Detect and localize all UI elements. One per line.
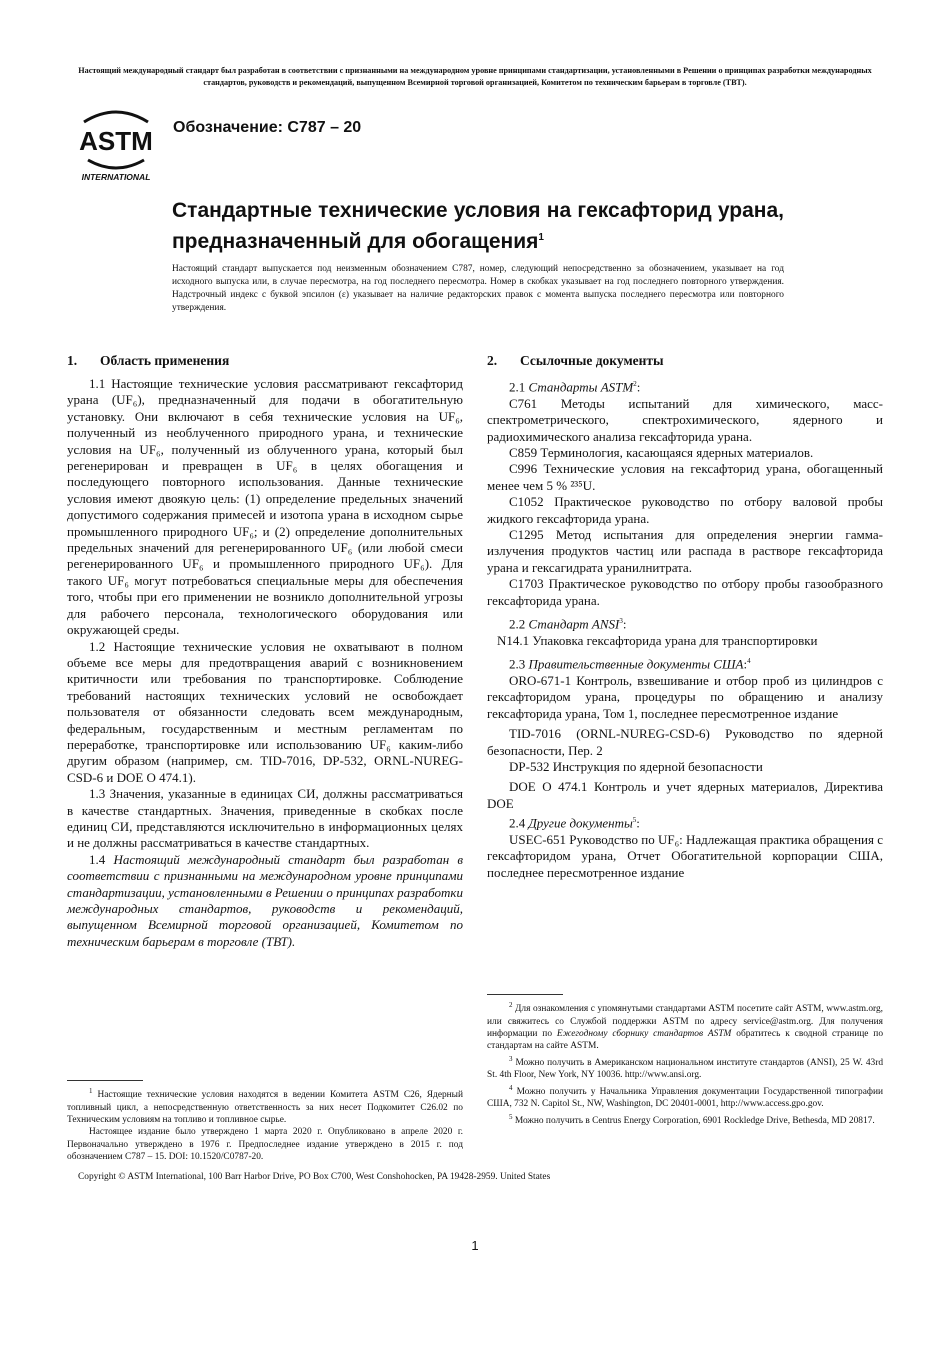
reference-c1052: C1052 Практическое руководство по отбору валовой пробы жидкого гексафторида урана.: [487, 494, 883, 526]
footnote-3: [487, 1053, 883, 1082]
reference-c1703: C1703 Практическое руководство по отбору пробы газообразного гексафторида урана.: [487, 576, 883, 608]
footnote-5: [487, 1111, 883, 1128]
footnote-4-text: Можно получить у Начальника Управления документации Государственной типографии США, 732 N. Capitol St., NW, Washington, DC 20401-0001, http://www.access.gpo.gov.: [487, 1086, 883, 1110]
footnote-2: [487, 999, 883, 1053]
subsection-2-4-number: 2.4: [509, 815, 526, 831]
paragraph-1-4-number: 1.4: [89, 851, 106, 867]
paragraph-1-4-text: Настоящий международный стандарт был разработан в соответствии с признанными на международном уровне принципами стандартизации, установленными в Решении о принципах разработки международных стандартов, руководств и рекомендаций, выпущенном Всемирной торговой организацией, Комитетом по техническим барьерам в торговле (ТВТ).: [67, 851, 464, 949]
paragraph-1-4: [67, 852, 463, 950]
subsection-2-2: 2.2 Стандарт ANSI$^3$:: [509, 616, 627, 632]
footnote-divider: [67, 1080, 143, 1081]
footnote-ref-4: 4: [747, 657, 751, 666]
footnote-ref-3: 3: [619, 617, 623, 626]
reference-c859: C859 Терминология, касающаяся ядерных материалов.: [509, 444, 814, 460]
right-column: [487, 352, 883, 881]
title-text: Стандартные технические условия на гексафторид урана, предназначенный для обогащения: [172, 199, 784, 253]
footnotes-right: [487, 994, 883, 1127]
footnote-ref-5: 5: [632, 816, 637, 825]
footnote-1-number: 1: [89, 1087, 93, 1095]
issuance-statement: Настоящий стандарт выпускается под неизменным обозначением C787, номер, следующий непосредственно за обозначением, указывает на год исходного выпуска или, в случае пересмотра, на год последнего пересмотра. Номер в скобках указывает на год последнего повторного утверждения. Надстрочный индекс с буквой эпсилон (ε) указывает на наличие редакторских правок с момента выпуска последнего пересмотра или повторного утверждения.: [172, 264, 784, 313]
paragraph-1-3: 1.3 Значения, указанные в единицах СИ, должны рассматриваться в качестве стандартных. Значения, приведенные в скобках после единиц СИ, представляются исключительно в информационных целях и не должны рассматриваться в качестве стандартных.: [67, 786, 463, 851]
document-title: [172, 197, 784, 255]
subsection-2-2-number: 2.2: [509, 616, 526, 632]
section-1-heading: [67, 352, 463, 370]
footnotes-left: [67, 1080, 463, 1164]
title-footnote-ref: 1: [538, 232, 544, 243]
reference-n14-1: N14.1 Упаковка гексафторида урана для транспортировки: [497, 632, 818, 648]
reference-oro-671-1: ORO-671-1 Контроль, взвешивание и отбор проб из цилиндров с гексафторидом урана, процедуры по обращению и анализу гексафторида урана, Том 1, последнее пересмотренное издание: [487, 672, 883, 721]
section-2-title: Ссылочные документы: [520, 353, 664, 368]
designation: Обозначение: C787 – 20: [173, 119, 362, 136]
astm-logo-icon: [74, 110, 158, 182]
reference-dp-532: DP-532 Инструкция по ядерной безопасности: [509, 758, 763, 774]
ttb-notice: Настоящий международный стандарт был разработан в соответствии с признанными на международном уровне принципами стандартизации, установленными в Решении о принципах разработки международных стандартов, руководств и рекомендаций, выпущенном Всемирной торговой организацией, Комитетом по техническим барьерам в торговле (ТВТ).: [78, 66, 872, 87]
reference-tid-7016: TID-7016 (ORNL-NUREG-CSD-6) Руководство по ядерной безопасности, Пер. 2: [487, 726, 883, 758]
copyright: Copyright © ASTM International, 100 Barr Harbor Drive, PO Box C700, West Conshohocken, PA 19428-2959. United States: [78, 1172, 551, 1182]
footnote-2-text-a: Для ознакомления с упомянутыми стандартами ASTM посетите сайт ASTM, www.astm.org, или свяжитесь со Службой поддержки ASTM по адресу service@astm.org. Для получения информации по: [487, 1004, 883, 1039]
footnote-5-text: Можно получить в Centrus Energy Corporation, 6901 Rockledge Drive, Bethesda, MD 20817.: [514, 1115, 875, 1126]
footnote-3-number: 3: [509, 1054, 513, 1063]
paragraph-1-2: 1.2 Настоящие технические условия не охватывают в полном объеме все меры для предотвращения аварий с возникновением критичности или требования по транспортировке. Соблюдение требований настоящих технических условий не освобождает пользователя от обязанности следовать всем международным, федеральным, государственным и местным регламентам по переработке, транспортировке или использованию UF₆ каким-либо другим образом (например, см. TID-7016, DP-532, ORNL-NUREG-CSD-6 и DOE O 474.1).: [67, 638, 463, 785]
logo-international: INTERNATIONAL: [81, 172, 151, 182]
reference-c761: C761 Методы испытаний для химического, масс-спектрометрического, спектрохимического, ядерного и радиохимического анализа гексафторида урана.: [487, 395, 883, 444]
footnote-4: [487, 1082, 883, 1111]
footnote-5-number: 5: [509, 1112, 513, 1121]
section-2-number: 2.: [487, 353, 498, 368]
section-1-title: Область применения: [100, 353, 230, 368]
footnote-2-italic: Ежегодному сборнику стандартов ASTM: [556, 1028, 732, 1039]
footnote-ref-2: 2: [633, 380, 637, 388]
reference-c1295: C1295 Метод испытания для определения энергии гамма-излучения продуктов частиц или распада в растворе гексафторида урана и гексагидрата уранилнитрата.: [487, 526, 883, 575]
subsection-2-3: 2.3 Правительственные документы США:$^4$: [509, 656, 751, 672]
reference-usec-651: USEC-651 Руководство по UF₆: Надлежащая практика обращения с гексафторидом урана, Отчет Обогатительной корпорации США, последнее пересмотренное издание: [487, 831, 883, 880]
footnote-4-number: 4: [509, 1083, 513, 1092]
footnote-1-approval: Настоящее издание было утверждено 1 марта 2020 г. Опубликовано в апреле 2020 г. Первоначально утверждено в 1976 г. Предпоследнее издание утверждено в 2015 г. под обозначением C787 – 15. DOI: 10.1520/C0787-20.: [67, 1127, 463, 1163]
footnote-1-text: Настоящие технические условия находятся в ведении Комитета ASTM C26, Ядерный топливный цикл, а непосредственную ответственность за них несет Подкомитет C26.02 по Техническим условиям на топливо и топливное сырье.: [67, 1090, 463, 1125]
astm-logo: [74, 110, 158, 182]
page-number: 1: [471, 1238, 479, 1253]
footnote-3-text: Можно получить в Американском национальном институте стандартов (ANSI), 25 W. 43rd St. 4th Floor, New York, NY 10036. http://www.ansi.org.: [487, 1057, 884, 1081]
footnote-divider: [487, 994, 563, 995]
footnote-2-text-b: обратитесь к сводной странице по стандартам на сайте ASTM.: [487, 1028, 884, 1052]
subsection-2-4: 2.4 Другие документы$^5$:: [509, 815, 640, 831]
footnote-2-number: 2: [509, 1001, 513, 1009]
subsection-2-1-number: 2.1: [509, 379, 526, 395]
reference-c996: C996 Технические условия на гексафторид урана, обогащенный менее чем 5 % ²³⁵U.: [487, 461, 883, 493]
paragraph-1-1: 1.1 Настоящие технические условия рассматривают гексафторид урана (UF₆), предназначенный для подачи в обогатительную установку. Они включают в себя технические условия на UF₆, полученный из необлученного природного урана, и технические условия на UF₆, полученный из облученного урана, который был регенерирован и превращен в UF₆ в целях обогащения и последующего повторного использования. Данные технические условия имеют двоякую цель: (1) определение предельных значений допустимого содержания примесей и изотопа урана в исходном сырье промышленного природного UF₆; и (2) определение дополнительных предельных значений для регенерированного UF₆ (или любой смеси регенерированного UF₆ и промышленного природного UF₆). Для такого UF₆ могут потребоваться специальные меры для обеспечения того, чтобы при его применении не возникло дополнительной угрозы для рабочего персонала, технологического оборудования или окружающей среды.: [67, 376, 463, 638]
subsection-2-2-label: Стандарт ANSI: [528, 616, 620, 632]
section-1-number: 1.: [67, 353, 78, 368]
logo-text: ASTM: [79, 126, 153, 156]
footnote-1: [67, 1085, 463, 1126]
reference-doe-o-474-1: DOE O 474.1 Контроль и учет ядерных материалов, Директива DOE: [487, 779, 883, 811]
subsection-2-1: 2.1 Стандарты ASTM$^2$:: [509, 379, 641, 395]
subsection-2-3-number: 2.3: [509, 656, 526, 672]
section-2-heading: [487, 352, 883, 370]
left-column: [67, 352, 463, 950]
subsection-2-3-label: Правительственные документы США: [528, 656, 744, 672]
subsection-2-1-label: Стандарты ASTM: [528, 379, 634, 395]
subsection-2-4-label: Другие документы: [528, 815, 633, 831]
